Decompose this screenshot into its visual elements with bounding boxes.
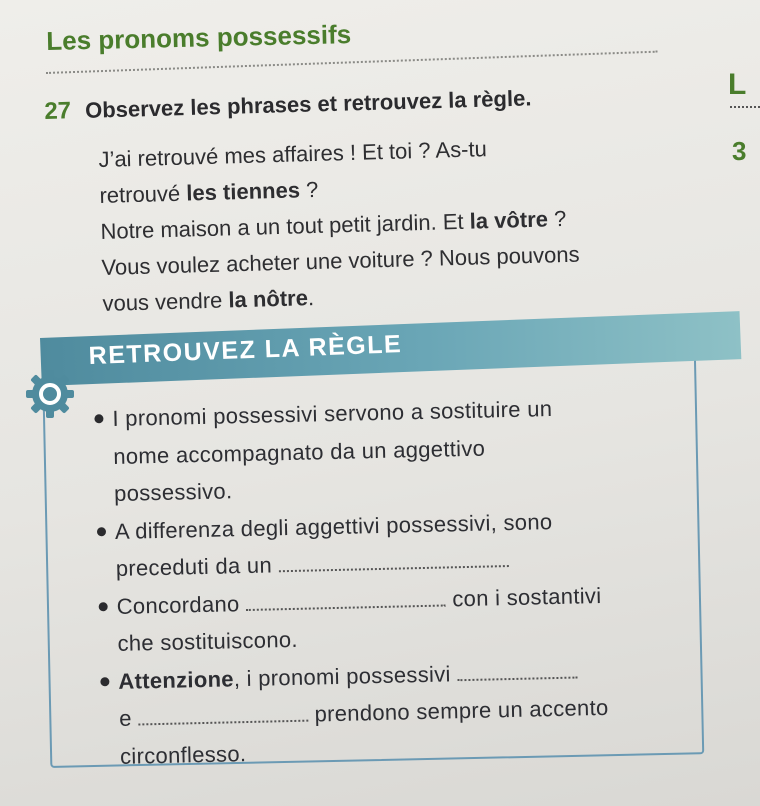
rule-item: Attenzione, i pronomi possessivi e prendono sempre un accento circonflesso. xyxy=(118,650,680,775)
exercise-number: 27 xyxy=(44,97,72,125)
exercise-heading xyxy=(44,84,532,126)
possessive-pronoun: les tiennes xyxy=(185,177,301,206)
possessive-pronoun: la vôtre xyxy=(469,206,549,234)
rule-banner-title: RETROUVEZ LA RÈGLE xyxy=(88,330,403,371)
fill-blank[interactable] xyxy=(278,547,508,572)
attention-label: Attenzione xyxy=(118,665,235,694)
sentence-line: Vous voulez acheter une voiture ? Nous pouvons xyxy=(101,241,580,280)
fill-blank[interactable] xyxy=(138,702,308,726)
sentence-line: vous vendre la nôtre. xyxy=(102,285,315,316)
section-title: Les pronoms possessifs xyxy=(46,19,352,56)
sentence-line: Notre maison a un tout petit jardin. Et la vôtre ? xyxy=(100,205,567,244)
sentence-line: retrouvé les tiennes ? xyxy=(99,176,319,208)
rule-item: I pronomi possessivi servono a sostituire un nome accompagnato da un aggettivo possessivo. xyxy=(112,387,674,512)
sentence-line: J’ai retrouvé mes affaires ! Et toi ? As-tu xyxy=(98,136,488,172)
fill-blank[interactable] xyxy=(457,658,577,681)
side-number-mark: 3 xyxy=(732,136,747,166)
exercise-instruction: Observez les phrases et retrouvez la règle. xyxy=(84,85,532,123)
rule-item: A differenza degli aggettivi possessivi, sono preceduti da un xyxy=(115,500,677,588)
rule-list xyxy=(112,387,680,775)
side-letter-mark: L xyxy=(728,68,747,101)
fill-blank[interactable] xyxy=(246,586,446,611)
example-sentences xyxy=(98,126,683,322)
gear-icon xyxy=(24,368,76,420)
side-dotted-line xyxy=(730,106,760,108)
bullet-icon xyxy=(97,527,106,536)
bullet-icon xyxy=(100,677,109,686)
rule-item: Concordano con i sostantivi che sostituiscono. xyxy=(116,575,678,663)
possessive-pronoun: la nôtre xyxy=(228,285,309,313)
bullet-icon xyxy=(99,602,108,611)
